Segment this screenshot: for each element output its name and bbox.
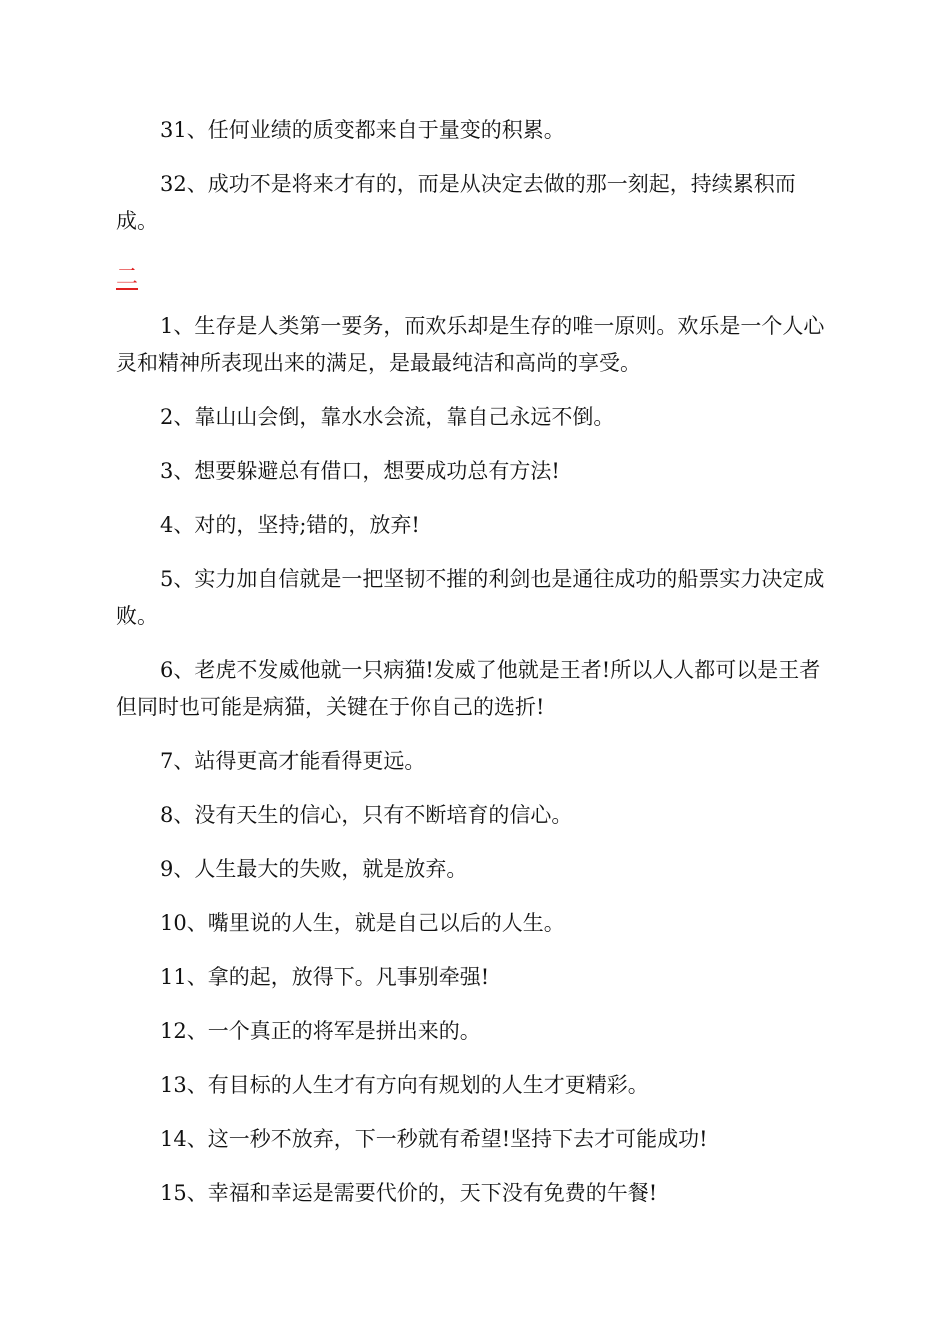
quote-item-6: 6、老虎不发威他就一只病猫!发威了他就是王者!所以人人都可以是王者但同时也可能是病猫，关键在于你自己的选折! (116, 658, 821, 719)
quote-item-11: 11、拿的起，放得下。凡事别牵强! (160, 965, 490, 989)
quote-item-2: 2、靠山山会倒，靠水水会流，靠自己永远不倒。 (160, 405, 615, 429)
quote-item-9: 9、人生最大的失败，就是放弃。 (160, 857, 468, 881)
document-body (116, 112, 834, 1229)
quote-item-7: 7、站得更高才能看得更远。 (160, 749, 426, 773)
quote-item-31: 31、任何业绩的质变都来自于量变的积累。 (160, 118, 565, 142)
quote-item-14: 14、这一秒不放弃，下一秒就有希望!坚持下去才可能成功! (160, 1127, 708, 1151)
quote-item-13: 13、有目标的人生才有方向有规划的人生才更精彩。 (160, 1073, 649, 1097)
section-heading-wrap (116, 257, 834, 304)
quote-item-4: 4、对的，坚持;错的，放弃! (160, 513, 420, 537)
quote-item-3: 3、想要躲避总有借口，想要成功总有方法! (160, 459, 560, 483)
quote-item-5: 5、实力加自信就是一把坚韧不摧的利剑也是通往成功的船票实力决定成败。 (116, 567, 825, 628)
quote-item-1: 1、生存是人类第一要务，而欢乐却是生存的唯一原则。欢乐是一个人心灵和精神所表现出来的满足，是最最纯洁和高尚的享受。 (116, 314, 825, 375)
quote-item-15: 15、幸福和幸运是需要代价的，天下没有免费的午餐! (160, 1181, 658, 1205)
quote-item-32: 32、成功不是将来才有的，而是从决定去做的那一刻起，持续累积而成。 (116, 172, 796, 233)
quote-item-12: 12、一个真正的将军是拼出来的。 (160, 1019, 481, 1043)
quote-item-10: 10、嘴里说的人生，就是自己以后的人生。 (160, 911, 565, 935)
section-heading: 二 (116, 265, 139, 290)
quote-item-8: 8、没有天生的信心，只有不断培育的信心。 (160, 803, 573, 827)
